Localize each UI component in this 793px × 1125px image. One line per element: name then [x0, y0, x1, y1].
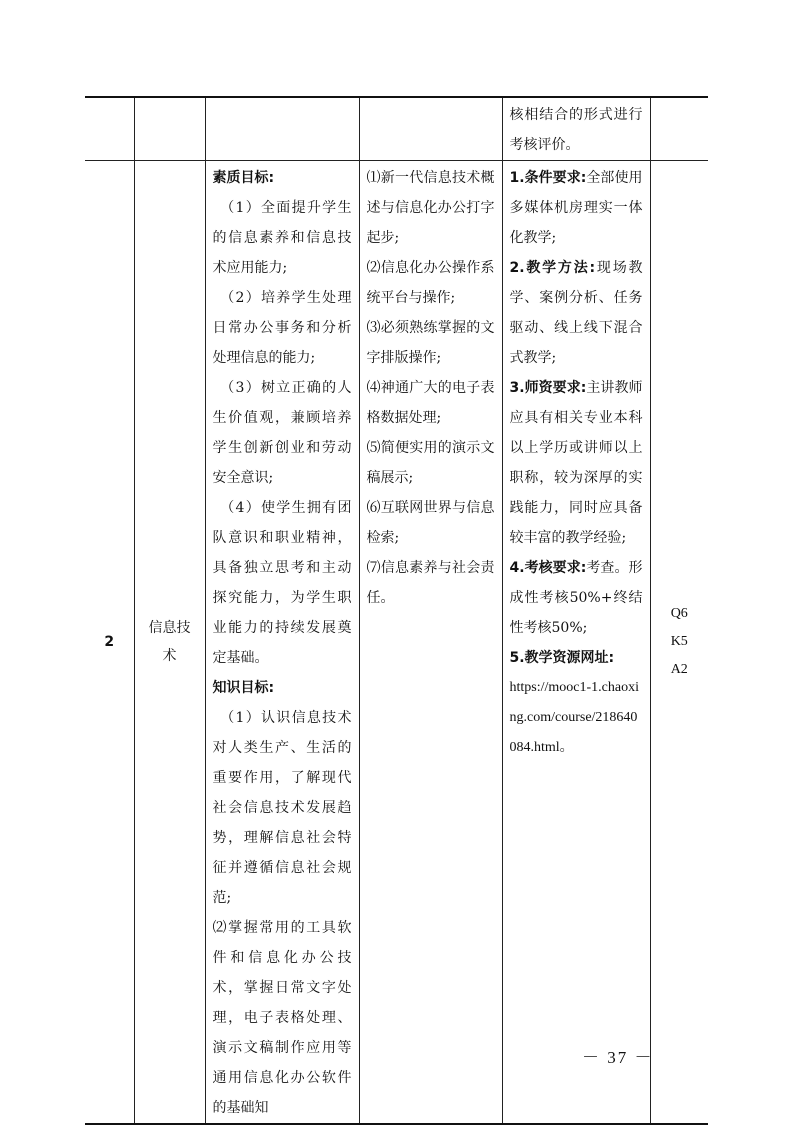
objective-item: （2）培养学生处理日常办公事务和分析处理信息的能力;	[212, 290, 352, 366]
requirement-label: 4.考核要求:	[509, 560, 587, 576]
requirement-item	[510, 163, 643, 253]
code-item: Q6	[670, 606, 688, 621]
table-row	[85, 97, 708, 161]
objective-item: （1）认识信息技术对人类生产、生活的重要作用，了解现代社会信息技术发展趋势，理解信息社会特征并遵循信息社会规范;	[212, 710, 352, 906]
content-item: ⑴新一代信息技术概述与信息化办公打字起步;	[366, 170, 495, 246]
table-cell	[650, 97, 708, 161]
requirement-label: 3.师资要求:	[509, 380, 587, 396]
code-item: K5	[670, 634, 688, 649]
requirement-item	[510, 253, 643, 373]
table-cell	[502, 97, 650, 161]
methods-continuation: 核相结合的形式进行考核评价。	[509, 107, 643, 153]
requirement-item	[510, 373, 643, 553]
row-number: 2	[104, 634, 115, 650]
table-cell	[359, 97, 502, 161]
code-item: A2	[670, 662, 688, 677]
table-cell	[205, 97, 359, 161]
course-name-cell	[134, 161, 205, 1125]
table-cell	[134, 97, 205, 161]
objective-heading: 知识目标:	[212, 680, 275, 696]
table-cell	[85, 97, 134, 161]
objective-item: （3）树立正确的人生价值观，兼顾培养学生创新创业和劳动安全意识;	[212, 380, 352, 486]
content-list	[360, 161, 502, 613]
objective-item: ⑵掌握常用的工具软件和信息化办公技术，掌握日常文字处理，电子表格处理、演示文稿制作应用等通用信息化办公软件的基础知	[212, 920, 352, 1116]
resource-url: https://mooc1-1.chaoxing.com/course/218640084.html。	[509, 680, 639, 755]
objective-item: （4）使学生拥有团队意识和职业精神，具备独立思考和主动探究能力，为学生职业能力的持续发展奠定基础。	[212, 500, 352, 666]
requirement-label: 2.教学方法:	[509, 260, 596, 276]
requirement-label: 5.教学资源网址:	[509, 650, 615, 666]
requirements-cell	[502, 161, 650, 1125]
requirement-text: 现场教学、案例分析、任务驱动、线上线下混合式教学;	[509, 260, 643, 366]
course-name: 信息技术	[148, 620, 191, 664]
content-item: ⑶必须熟练掌握的文字排版操作;	[366, 320, 495, 366]
table-row	[85, 161, 708, 1125]
requirement-item	[510, 643, 643, 673]
code-list	[651, 600, 709, 684]
course-table	[85, 96, 708, 1125]
content-item: ⑺信息素养与社会责任。	[366, 560, 495, 606]
content-item: ⑵信息化办公操作系统平台与操作;	[366, 260, 495, 306]
requirement-text: 主讲教师应具有相关专业本科以上学历或讲师以上职称，较为深厚的实践能力，同时应具备较丰富的教学经验;	[509, 380, 643, 546]
content-item: ⑷神通广大的电子表格数据处理;	[366, 380, 495, 426]
objectives-list	[206, 161, 359, 1123]
row-number-cell	[85, 161, 134, 1125]
content-cell	[359, 161, 502, 1125]
content-item: ⑸简便实用的演示文稿展示;	[366, 440, 495, 486]
page-number: － 37 －	[582, 1048, 654, 1067]
requirement-label: 1.条件要求:	[509, 170, 587, 186]
content-item: ⑹互联网世界与信息检索;	[366, 500, 495, 546]
requirements-list	[503, 161, 650, 763]
requirement-text: 考查。形成性考核50%+终结性考核50%;	[509, 560, 643, 636]
codes-cell	[650, 161, 708, 1125]
requirement-item	[510, 553, 643, 643]
objective-heading: 素质目标:	[212, 170, 275, 186]
objective-item: （1）全面提升学生的信息素养和信息技术应用能力;	[212, 200, 352, 276]
requirement-text: 全部使用多媒体机房理实一体化教学;	[509, 170, 643, 246]
objectives-cell	[205, 161, 359, 1125]
